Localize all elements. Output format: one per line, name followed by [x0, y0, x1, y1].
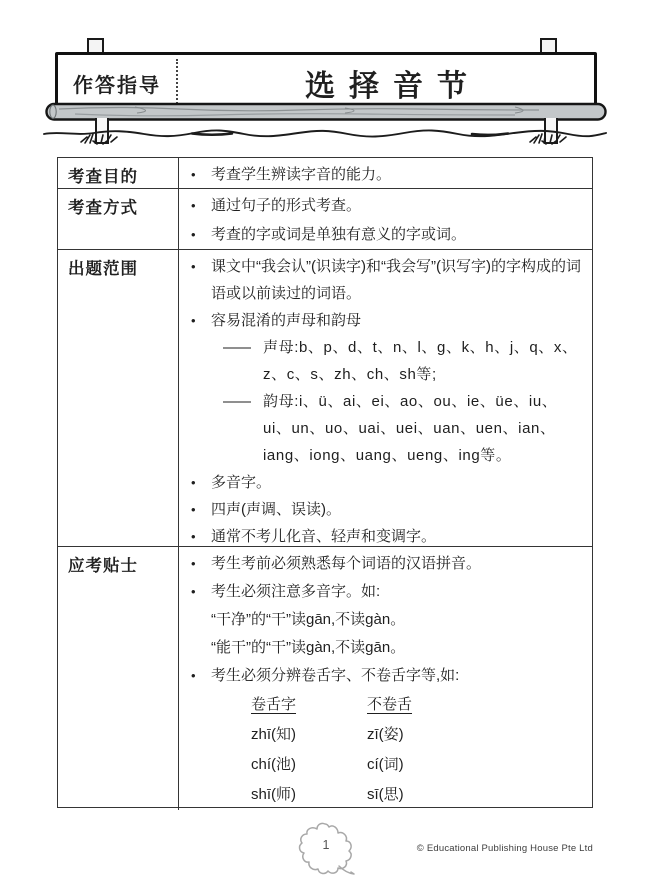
page-title: 选择音节: [305, 70, 481, 103]
retroflex-header-row: [251, 690, 584, 720]
retroflex-cell: zī(姿): [367, 726, 404, 743]
retroflex-cell: chí(池): [251, 756, 297, 773]
row-content: [179, 189, 592, 249]
row-content: [179, 158, 592, 188]
retroflex-col2-header: 不卷舌: [367, 696, 413, 713]
info-table: [57, 157, 593, 808]
page-number: 1: [322, 838, 330, 852]
bullet-icon: •: [191, 167, 196, 182]
bullet-text: 通过句子的形式考查。: [211, 197, 362, 214]
bullet-icon: •: [191, 529, 196, 544]
bullet-text: 考查学生辨读字音的能力。: [211, 166, 392, 183]
bullet-icon: •: [191, 226, 196, 242]
bullet-icon: •: [191, 502, 196, 517]
example-line: “能干”的“干”读gàn,不读gān。: [211, 639, 406, 656]
table-row-scope: [58, 250, 592, 547]
retroflex-row: [251, 780, 584, 810]
sign-tab-label: 作答指导: [73, 74, 161, 97]
bullet-text: 多音字。: [211, 474, 272, 491]
row-label: 考查目的: [58, 158, 179, 188]
copyright-text: © Educational Publishing House Pte Ltd: [416, 843, 593, 854]
table-row-tips: [58, 547, 592, 810]
retroflex-cell: cí(词): [367, 756, 404, 773]
dash-icon: ——: [223, 393, 249, 410]
bullet-icon: •: [191, 313, 196, 328]
bullet-text: 考生必须注意多音字。如:: [211, 583, 381, 600]
bullet-icon: •: [191, 475, 196, 490]
bullet-item: [191, 253, 584, 307]
bullet-item: [191, 161, 584, 188]
ground-line-icon: [42, 126, 608, 140]
row-label: 应考贴士: [58, 547, 179, 810]
bullet-icon: •: [191, 556, 196, 571]
bullet-text: 考查的字或词是单独有意义的字或词。: [211, 225, 467, 243]
table-row-method: [58, 189, 592, 250]
retroflex-row: [251, 720, 584, 750]
row-label: 出题范围: [58, 250, 179, 546]
bullet-icon: •: [191, 259, 196, 274]
bullet-item: [191, 662, 584, 690]
bullet-text: 考生考前必须熟悉每个词语的汉语拼音。: [211, 555, 482, 572]
retroflex-cell: shī(师): [251, 786, 297, 803]
table-row-purpose: [58, 158, 592, 189]
bullet-item: [191, 523, 584, 550]
bullet-item: [191, 192, 584, 221]
retroflex-row: [251, 750, 584, 780]
bullet-text: 通常不考儿化音、轻声和变调字。: [211, 528, 437, 545]
bullet-item: [191, 496, 584, 523]
initials-list: 声母:b、p、d、t、n、l、g、k、h、j、q、x、z、c、s、zh、ch、sh等;: [263, 339, 578, 383]
bullet-icon: •: [191, 198, 196, 213]
row-label: 考查方式: [58, 189, 179, 249]
bullet-item: [191, 307, 584, 334]
retroflex-cell: zhī(知): [251, 726, 297, 743]
bullet-icon: •: [191, 668, 196, 683]
bullet-item: [191, 550, 584, 578]
leaf-icon: [295, 820, 367, 884]
bullet-icon: •: [191, 584, 196, 599]
bullet-item: [191, 221, 584, 250]
dash-item-finals: [223, 388, 584, 469]
bullet-text: 考生必须分辨卷舌字、不卷舌字等,如:: [211, 667, 460, 684]
dash-icon: ——: [223, 339, 249, 356]
bullet-text: 四声(声调、误读)。: [211, 501, 341, 518]
wood-log-icon: [45, 102, 607, 122]
dash-item-initials: [223, 334, 584, 388]
example-line: “干净”的“干”读gān,不读gàn。: [211, 611, 406, 628]
row-content: [179, 250, 592, 546]
retroflex-cell: sī(思): [367, 786, 404, 803]
bullet-text: 容易混淆的声母和韵母: [211, 312, 362, 329]
finals-list: 韵母:i、ü、ai、ei、ao、ou、ie、üe、iu、ui、un、uo、uai、uei、uan、uen、ian、iang、iong、uang、ueng、ing等。: [263, 393, 558, 464]
bullet-text: 课文中“我会认”(识读字)和“我会写”(识写字)的字构成的词语或以前读过的词语。: [211, 258, 581, 302]
retroflex-col1-header: 卷舌字: [251, 696, 297, 713]
bullet-item: [191, 578, 584, 606]
row-content: [179, 547, 592, 810]
retroflex-table: [251, 690, 584, 810]
bullet-item: [191, 469, 584, 496]
page-number-leaf: [295, 820, 367, 884]
